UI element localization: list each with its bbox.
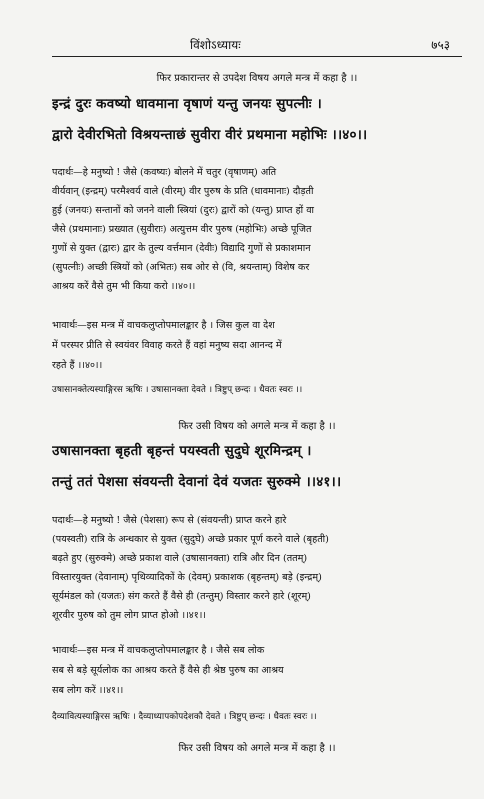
meta-40: उषासानक्तेत्यस्याङ्गिरस ऋषिः । उषासानक्ता देवते । त्रिष्टुप् छन्दः । धैवतः स्वरः ।। [52, 385, 303, 395]
padartha-41-line: बढ़ते हुए (सुरुक्मे) अच्छे प्रकाश वाले (उषासानक्ता) रात्रि और दिन (ततम्) [52, 553, 308, 564]
bhavartha-41-line: भावार्थः—इस मन्त्र में वाचकलुप्तोपमालङ्कार है । जैसे सब लोक [52, 645, 265, 656]
bhavartha-40-line: में परस्पर प्रीति से स्वयंवर विवाह करते हैं वहां मनुष्य सदा आनन्द में [52, 340, 282, 351]
padartha-41-line: विस्तारयुक्त (देवानाम्) पृथिव्यादिकों के (देवम्) प्रकाशक (बृहन्तम्) बड़े (इन्द्रम्) [52, 572, 322, 583]
padartha-40-line: वीर्यवान् (इन्द्रम्) परमैश्वर्य वाले (वीरम्) वीर पुरुष के प्रति (धावमानाः) दौड़ती [52, 186, 314, 197]
intro-line-3: फिर उसी विषय को अगले मन्त्र में कहा है ।। [178, 743, 336, 754]
intro-line-2: फिर उसी विषय को अगले मन्त्र में कहा है ।। [178, 421, 336, 432]
padartha-40-line: पदार्थः—हे मनुष्यो ! जैसे (कवष्यः) बोलने में चतुर (वृषाणम्) अति [52, 167, 277, 178]
mantra-41-line-1: उषासानक्ता बृहती बृहन्तं पयस्वती सुदुघे शूरमिन्द्रम् । [52, 443, 312, 459]
padartha-41-line: पदार्थः—हे मनुष्यो ! जैसे (पेशसा) रूप से (संवयन्ती) प्राप्त करने हारे [52, 515, 287, 526]
padartha-40-line: (सुपत्नीः) अच्छी स्त्रियों को (अभितः) सब ओर से (वि, श्रयन्ताम्) विशेष कर [52, 262, 310, 273]
padartha-41-line: सूर्यमंडल को (यजतः) संग करते हैं वैसे ही (तन्तुम्) विस्तार करने हारे (शूरम्) [52, 591, 311, 602]
padartha-40-line: जैसे (प्रथमानाः) प्रख्यात (सुवीराः) अत्युत्तम वीर पुरुष (महोभिः) अच्छे पूजित [52, 224, 312, 235]
padartha-40-line: गुणों से युक्त (द्वारः) द्वार के तुल्य वर्त्तमान (देवीः) विद्यादि गुणों से प्रकाशमान [52, 243, 311, 254]
page-number: ७५३ [431, 38, 450, 52]
padartha-40-line: हुई (जनयः) सन्तानों को जनने वाली स्त्रियां (दुरः) द्वारों को (यन्तु) प्राप्त हों वा [52, 205, 315, 216]
intro-line-1: फिर प्रकारान्तर से उपदेश विषय अगले मन्त्र में कहा है ।। [156, 73, 358, 84]
header-rule [52, 56, 462, 57]
padartha-40-line: आश्रय करें वैसे तुम भी किया करो ।।४०।। [52, 281, 196, 292]
bhavartha-41-line: सब लोग करें ।।४१।। [52, 685, 124, 696]
padartha-41-line: शूरवीर पुरुष को तुम लोग प्राप्त होओ ।।४१।। [52, 610, 206, 621]
chapter-title: विंशोऽध्यायः [190, 38, 241, 52]
mantra-40-line-2: द्वारो देवीरभितो विश्रयन्ताछं सुवीरा वीरं प्रथमाना महोभिः ।।४०।। [52, 127, 368, 143]
bhavartha-40-line: भावार्थः—इस मन्त्र में वाचकलुप्तोपमालङ्कार है । जिस कुल वा देश [52, 320, 275, 331]
mantra-40-line-1: इन्द्रं दुरः कवष्यो धावमाना वृषाणं यन्तु जनयः सुपत्नीः । [52, 96, 322, 112]
bhavartha-41-line: सब से बड़े सूर्यलोक का आश्रय करते हैं वैसे ही श्रेष्ठ पुरुष का आश्रय [52, 665, 284, 676]
bhavartha-40-line: रहते हैं ।।४०।। [52, 360, 103, 371]
mantra-41-line-2: तन्तुं ततं पेशसा संवयन्ती देवानां देवं यजतः सुरुक्मे ।।४१।। [52, 474, 342, 490]
padartha-41-line: (पयस्वती) रात्रि के अन्धकार से युक्त (सुदुघे) अच्छे प्रकार पूर्ण करने वाले (बृहती) [52, 534, 329, 545]
meta-41: दैव्यावित्यस्याङ्गिरस ऋषिः । दैव्याध्यापकोपदेशकौ देवते । त्रिष्टुप् छन्दः । धैवतः स्वरः ।। [52, 712, 317, 722]
page-header [0, 36, 484, 54]
